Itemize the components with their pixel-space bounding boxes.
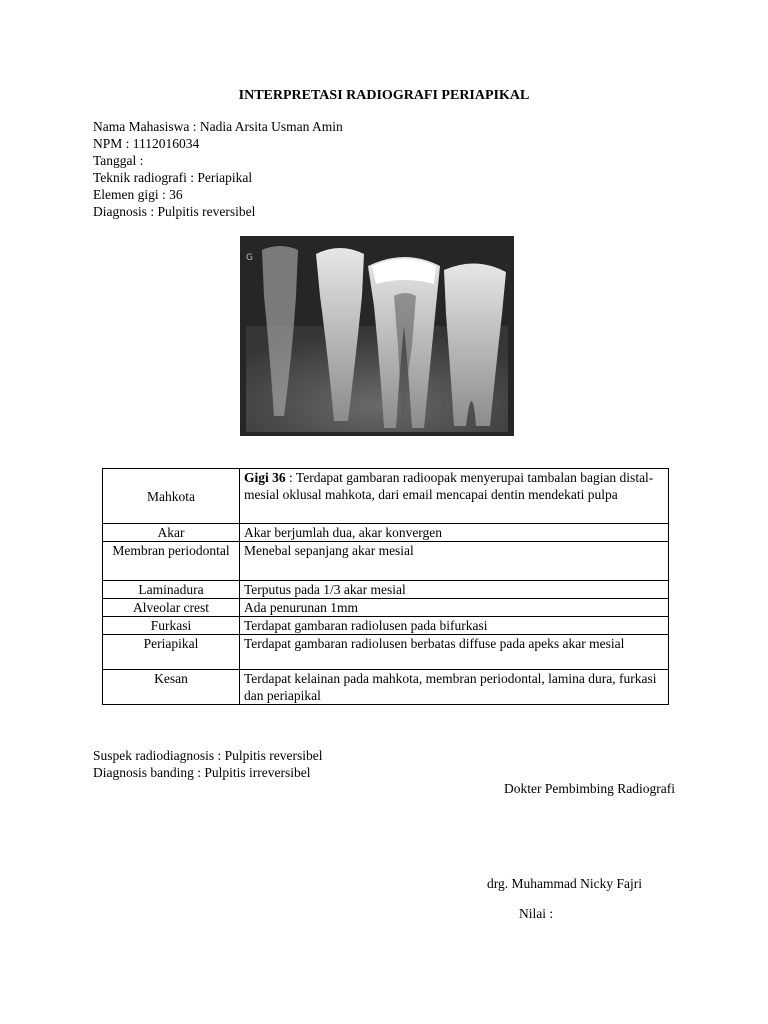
table-row <box>103 599 669 617</box>
table-row <box>103 542 669 581</box>
radiography-technique: Teknik radiografi : Periapikal <box>93 170 253 185</box>
row-value-furkasi: Terdapat gambaran radiolusen pada bifurkasi <box>240 617 669 635</box>
table-row <box>103 581 669 599</box>
row-value-akar: Akar berjumlah dua, akar konvergen <box>240 524 669 542</box>
row-value-mahkota-text: : Terdapat gambaran radioopak menyerupai tambalan bagian distal-mesial oklusal mahkota, dari email mencapai dentin mendekati pulpa <box>244 470 654 502</box>
student-name: Nama Mahasiswa : Nadia Arsita Usman Amin <box>93 119 343 134</box>
supervisor-title: Dokter Pembimbing Radiografi <box>504 781 675 796</box>
exam-date: Tanggal : <box>93 153 144 168</box>
table-row <box>103 524 669 542</box>
document-title: INTERPRETASI RADIOGRAFI PERIAPIKAL <box>238 88 530 103</box>
table-row <box>103 469 669 524</box>
row-value-laminadura: Terputus pada 1/3 akar mesial <box>240 581 669 599</box>
row-value-kesan: Terdapat kelainan pada mahkota, membran periodontal, lamina dura, furkasi dan periapikal <box>240 670 669 705</box>
row-label-akar: Akar <box>103 524 240 542</box>
row-label-membran: Membran periodontal <box>103 542 240 581</box>
row-value-membran: Menebal sepanjang akar mesial <box>240 542 669 581</box>
diagnosis-summary <box>93 747 322 781</box>
student-npm: NPM : 1112016034 <box>93 136 200 151</box>
suspected-radiodiagnosis: Suspek radiodiagnosis : Pulpitis reversibel <box>93 748 323 763</box>
findings-table <box>102 468 669 705</box>
differential-diagnosis: Diagnosis banding : Pulpitis irreversibel <box>93 765 311 780</box>
table-row <box>103 617 669 635</box>
table-row <box>103 670 669 705</box>
diagnosis: Diagnosis : Pulpitis reversibel <box>93 204 256 219</box>
grade-label: Nilai : <box>519 906 554 921</box>
supervisor-name: drg. Muhammad Nicky Fajri <box>487 876 642 891</box>
table-row <box>103 635 669 670</box>
row-label-mahkota: Mahkota <box>103 469 240 524</box>
periapical-radiograph-image <box>240 236 514 436</box>
xray-marker-text: G <box>246 253 253 263</box>
row-label-periapikal: Periapikal <box>103 635 240 670</box>
row-label-laminadura: Laminadura <box>103 581 240 599</box>
student-info <box>93 118 343 220</box>
tooth-element: Elemen gigi : 36 <box>93 187 183 202</box>
row-value-mahkota-tooth: Gigi 36 <box>244 470 286 485</box>
row-label-furkasi: Furkasi <box>103 617 240 635</box>
row-label-kesan: Kesan <box>103 670 240 705</box>
row-label-alveolar: Alveolar crest <box>103 599 240 617</box>
row-value-alveolar: Ada penurunan 1mm <box>240 599 669 617</box>
row-value-periapikal: Terdapat gambaran radiolusen berbatas diffuse pada apeks akar mesial <box>240 635 669 670</box>
row-value-mahkota <box>240 469 669 524</box>
